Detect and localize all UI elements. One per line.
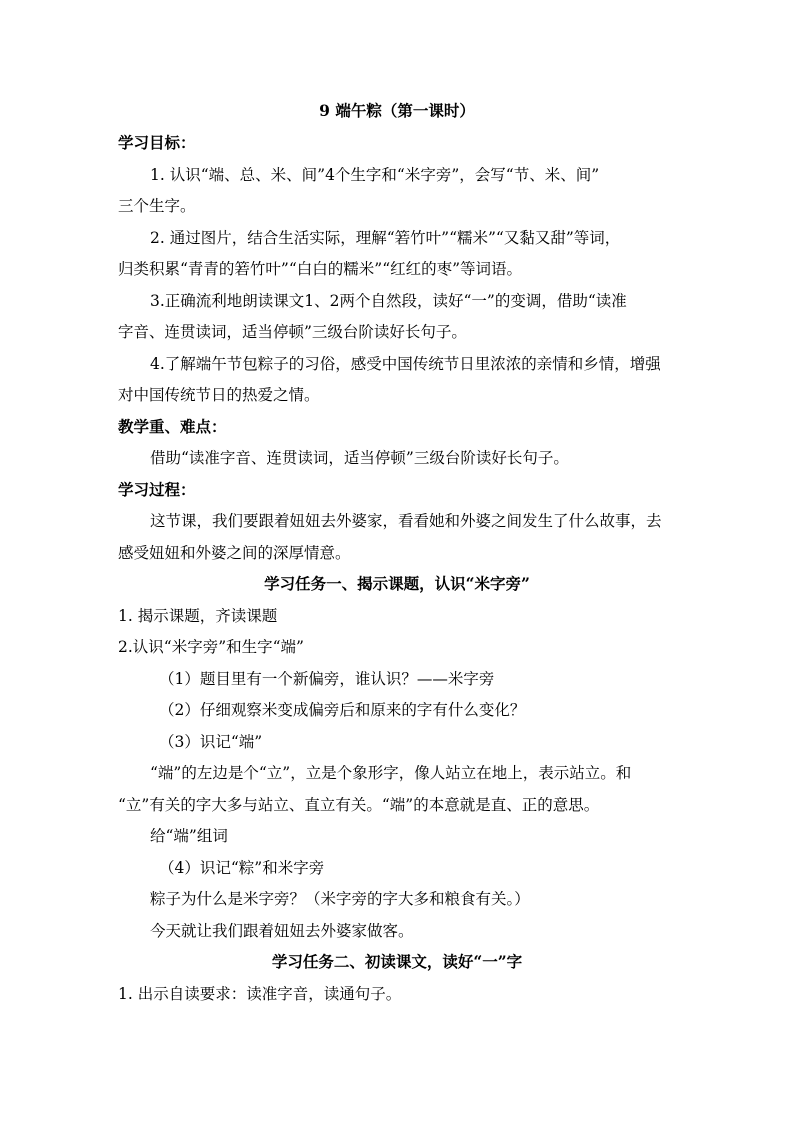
- objective-3-line-2: 字音、连贯读词，适当停顿”三级台阶读好长句子。: [118, 323, 467, 341]
- objective-4-line-2: 对中国传统节日的热爱之情。: [118, 386, 320, 404]
- objective-1-line-2: 三个生字。: [118, 197, 196, 215]
- task-1-sub-2: （2）仔细观察米变成偏旁后和原来的字有什么变化？: [159, 701, 526, 719]
- task-1-group-words: 给“端”组词: [150, 827, 228, 845]
- process-intro-line-1: 这节课，我们要跟着妞妞去外婆家，看看她和外婆之间发生了什么故事，去: [150, 512, 662, 530]
- task-1-step-1: 1. 揭示课题，齐读课题: [118, 607, 278, 625]
- objective-3-line-1: 3.正确流利地朗读课文1、2两个自然段，读好“一”的变调，借助“读准: [150, 292, 627, 310]
- lesson-title: 9 端午粽（第一课时）: [319, 101, 475, 120]
- task-1-sub-4: （4）识记“粽”和米字旁: [159, 859, 325, 877]
- objective-4-line-1: 4.了解端午节包粽子的习俗，感受中国传统节日里浓浓的亲情和乡情，增强: [150, 355, 661, 373]
- objectives-heading: 学习目标：: [118, 133, 196, 152]
- task-1-sub-3: （3）识记“端”: [159, 733, 263, 751]
- objective-2-line-1: 2. 通过图片，结合生活实际，理解“箬竹叶”“糯米”“又黏又甜”等词，: [150, 229, 621, 247]
- process-intro-line-2: 感受妞妞和外婆之间的深厚情意。: [118, 544, 351, 562]
- task-1-explain-line-2: “立”有关的字大多与站立、直立有关。“端”的本意就是直、正的意思。: [118, 796, 600, 814]
- task-1-closing: 今天就让我们跟着妞妞去外婆家做客。: [150, 922, 414, 940]
- task-1-heading: 学习任务一、揭示课题，认识“米字旁”: [264, 574, 530, 593]
- task-2-step-1: 1. 出示自读要求：读准字音，读通句子。: [118, 985, 402, 1003]
- key-points-text: 借助“读准字音、连贯读词，适当停顿”三级台阶读好长句子。: [150, 449, 569, 467]
- task-2-heading: 学习任务二、初读课文，读好“一”字: [271, 952, 523, 971]
- process-heading: 学习过程：: [118, 480, 196, 499]
- task-1-explain-line-1: “端”的左边是个“立”，立是个象形字，像人站立在地上，表示站立。和: [150, 764, 632, 782]
- task-1-sub-1: （1）题目里有一个新偏旁，谁认识？——米字旁: [159, 670, 495, 688]
- key-points-heading: 教学重、难点：: [118, 417, 227, 436]
- task-1-step-2: 2.认识“米字旁”和生字“端”: [118, 638, 304, 656]
- objective-1-line-1: 1. 认识“端、总、米、间”4个生字和“米字旁”，会写“节、米、间”: [150, 166, 600, 184]
- objective-2-line-2: 归类积累“青青的箬竹叶”“白白的糯米”“红红的枣”等词语。: [118, 260, 523, 278]
- task-1-question: 粽子为什么是米字旁？（米字旁的字大多和粮食有关。）: [150, 890, 530, 908]
